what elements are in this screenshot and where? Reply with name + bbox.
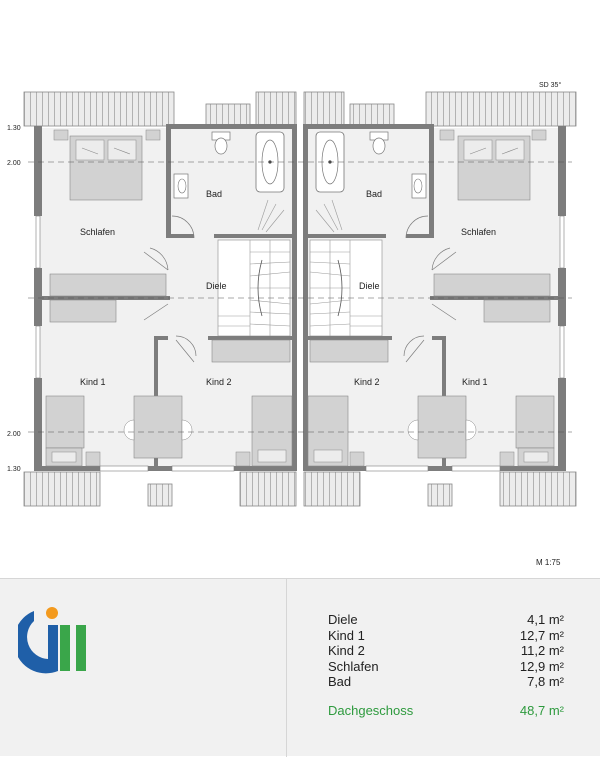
room-label-schlafen: Schlafen [461,227,497,237]
room-label-bad: Bad [366,189,383,199]
height-label: 2.00 [7,160,21,167]
height-label: 1.30 [7,466,21,473]
left-unit [24,92,297,506]
area-row [328,612,564,628]
total-name: Dachgeschoss [328,702,414,718]
room-area: 7,8 m² [527,674,564,689]
roof-pitch-label: SD 35° [539,82,562,89]
room-name: Kind 2 [328,643,365,658]
room-label-diele: Diele [359,281,380,291]
scale-label: M 1:75 [536,558,561,567]
height-label: 1.30 [7,125,21,132]
room-label-kind1: Kind 1 [80,377,106,387]
right-unit [303,92,576,506]
room-label-kind1: Kind 1 [462,377,488,387]
room-label-kind2: Kind 2 [354,377,380,387]
area-row [328,628,564,644]
area-table [328,612,564,718]
footer-divider [286,579,287,757]
room-area: 11,2 m² [520,643,564,658]
height-label: 2.00 [7,431,21,438]
room-name: Bad [328,674,352,689]
room-area: 12,9 m² [519,658,564,674]
room-label-schlafen: Schlafen [80,227,116,237]
area-row [328,674,564,690]
room-name: Kind 1 [328,627,365,643]
company-logo [18,603,102,675]
room-name: Diele [328,612,358,627]
room-area: 12,7 m² [519,627,564,643]
area-row [328,643,564,659]
area-row [328,659,564,675]
total-row [328,703,564,719]
room-label-kind2: Kind 2 [206,377,232,387]
room-name: Schlafen [328,658,379,674]
total-area: 48,7 m² [519,702,564,718]
room-area: 4,1 m² [527,612,564,627]
room-label-diele: Diele [206,281,227,291]
room-label-bad: Bad [206,189,223,199]
